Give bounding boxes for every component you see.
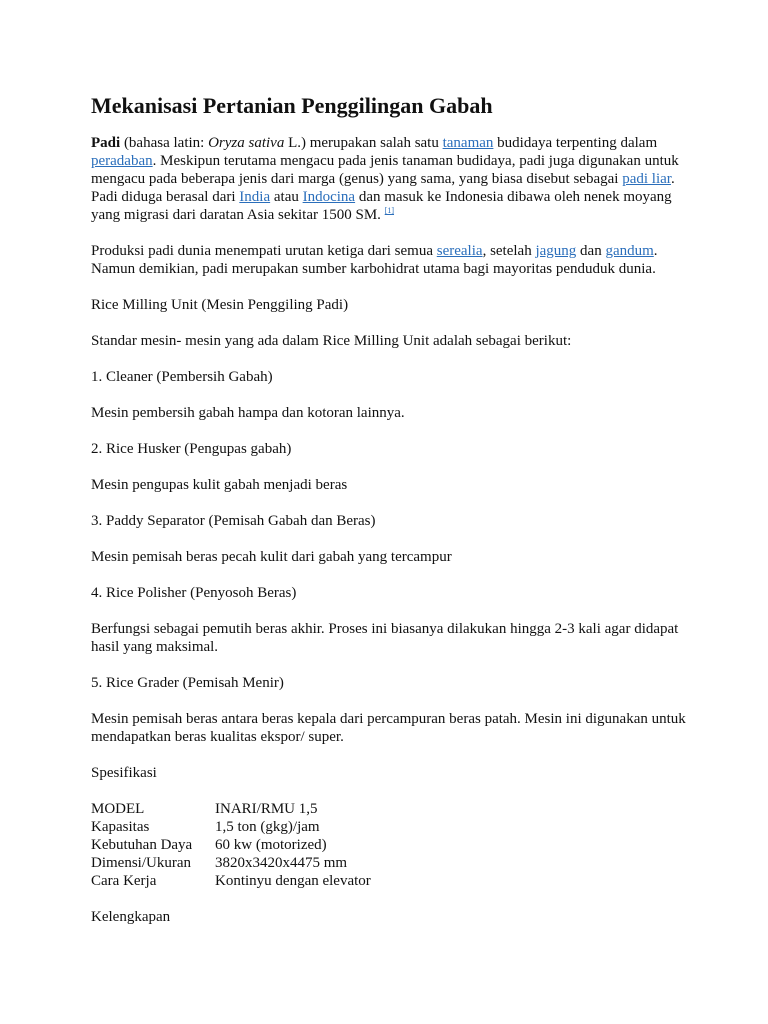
machine-desc: Mesin pengupas kulit gabah menjadi beras [91, 477, 348, 493]
kelengkapan-heading: Kelengkapan [91, 909, 171, 925]
spec-key: Dimensi/Ukuran [91, 855, 191, 871]
standard-intro: Standar mesin- mesin yang ada dalam Rice Milling Unit adalah sebagai berikut: [91, 333, 572, 349]
rmu-heading: Rice Milling Unit (Mesin Penggiling Padi) [91, 297, 349, 313]
intro-text: . Meskipun terutama mengacu pada jenis tanaman budidaya, padi juga digunakan untuk mengacu pada beberapa jenis dari marga (genus) yang sama, yang biasa disebut sebagai [91, 153, 679, 187]
link-india[interactable]: India [239, 189, 271, 205]
spec-value: Kontinyu dengan elevator [215, 873, 371, 889]
spec-key: Kebutuhan Daya [91, 837, 193, 853]
link-jagung[interactable]: jagung [535, 243, 577, 259]
footnote-link[interactable]: [1] [384, 206, 395, 215]
intro-bold-term: Padi [91, 135, 121, 151]
link-padi-liar[interactable]: padi liar [622, 171, 671, 187]
production-text: Produksi padi dunia menempati urutan ketiga dari semua [91, 243, 437, 259]
link-serealia[interactable]: serealia [436, 243, 483, 259]
machine-desc: Mesin pemisah beras antara beras kepala dari percampuran beras patah. Mesin ini digunakan untuk mendapatkan beras kualitas ekspor/ super. [91, 711, 686, 745]
spec-value: 3820x3420x4475 mm [215, 855, 348, 871]
spec-key: Cara Kerja [91, 873, 157, 889]
intro-text: atau [270, 189, 303, 205]
page-title: Mekanisasi Pertanian Penggilingan Gabah [91, 93, 493, 118]
production-paragraph [91, 242, 691, 278]
intro-text: budidaya terpenting dalam [493, 135, 658, 151]
spec-row [91, 800, 371, 818]
spec-value: 60 kw (motorized) [215, 837, 327, 853]
machine-name: 3. Paddy Separator (Pemisah Gabah dan Beras) [91, 513, 376, 529]
intro-text: dan masuk ke Indonesia dibawa oleh nenek moyang yang migrasi dari daratan Asia sekitar 1500 SM. [91, 189, 672, 223]
machine-name: 2. Rice Husker (Pengupas gabah) [91, 441, 292, 457]
production-text: dan [576, 243, 606, 259]
spec-key: Kapasitas [91, 819, 150, 835]
spec-value: 1,5 ton (gkg)/jam [215, 819, 320, 835]
link-tanaman[interactable]: tanaman [442, 135, 494, 151]
intro-paragraph [91, 134, 691, 224]
spec-row [91, 872, 371, 890]
machine-name: 1. Cleaner (Pembersih Gabah) [91, 369, 273, 385]
spec-row [91, 836, 371, 854]
link-peradaban[interactable]: peradaban [91, 153, 153, 169]
intro-latin-name: Oryza sativa [208, 135, 285, 151]
machine-desc: Berfungsi sebagai pemutih beras akhir. Proses ini biasanya dilakukan hingga 2-3 kali agar didapat hasil yang maksimal. [91, 621, 679, 655]
intro-text: L.) merupakan salah satu [284, 135, 443, 151]
machine-name: 5. Rice Grader (Pemisah Menir) [91, 675, 284, 691]
spec-row [91, 818, 371, 836]
spec-heading: Spesifikasi [91, 765, 157, 781]
spec-value: INARI/RMU 1,5 [215, 801, 318, 817]
document-page [91, 92, 691, 944]
production-text: , setelah [482, 243, 536, 259]
machine-desc: Mesin pemisah beras pecah kulit dari gabah yang tercampur [91, 549, 452, 565]
link-indocina[interactable]: Indocina [302, 189, 356, 205]
spec-key: MODEL [91, 801, 145, 817]
intro-text: . Padi diduga berasal dari [91, 171, 675, 205]
intro-text: (bahasa latin: [120, 135, 209, 151]
production-text: . Namun demikian, padi merupakan sumber karbohidrat utama bagi mayoritas penduduk dunia. [91, 243, 658, 277]
spec-row [91, 854, 371, 872]
spec-table [91, 800, 371, 890]
machine-desc: Mesin pembersih gabah hampa dan kotoran lainnya. [91, 405, 405, 421]
machine-name: 4. Rice Polisher (Penyosoh Beras) [91, 585, 297, 601]
link-gandum[interactable]: gandum [605, 243, 654, 259]
